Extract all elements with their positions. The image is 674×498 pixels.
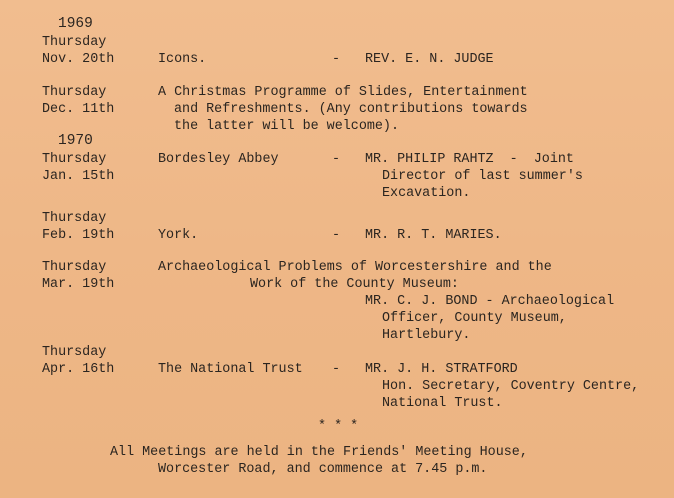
- meeting-date: Mar. 19th: [42, 277, 115, 292]
- meeting-dash: -: [332, 52, 341, 67]
- meeting-day: Thursday: [42, 152, 107, 167]
- footer-line: Worcester Road, and commence at 7.45 p.m.: [158, 462, 488, 477]
- meeting-speaker-line: Excavation.: [382, 186, 471, 201]
- meeting-dash: -: [332, 228, 341, 243]
- meeting-topic: The National Trust: [158, 362, 303, 377]
- meeting-day: Thursday: [42, 35, 107, 50]
- meeting-speaker-line: MR. PHILIP RAHTZ - Joint: [365, 152, 574, 167]
- meeting-day: Thursday: [42, 345, 107, 360]
- meeting-speaker-line: Officer, County Museum,: [382, 311, 567, 326]
- meeting-speaker-line: Director of last summer's: [382, 169, 583, 184]
- meeting-topic-line: Work of the County Museum:: [250, 277, 459, 292]
- meeting-topic-line: A Christmas Programme of Slides, Entertainment: [158, 85, 528, 100]
- year-heading: 1970: [58, 133, 93, 149]
- meeting-date: Dec. 11th: [42, 102, 115, 117]
- meeting-speaker-line: MR. J. H. STRATFORD: [365, 362, 518, 377]
- meeting-topic-line: Archaeological Problems of Worcestershire and the: [158, 260, 552, 275]
- meeting-speaker-line: Hartlebury.: [382, 328, 471, 343]
- meeting-topic: York.: [158, 228, 199, 243]
- meeting-date: Apr. 16th: [42, 362, 115, 377]
- meeting-day: Thursday: [42, 85, 107, 100]
- meeting-dash: -: [332, 362, 341, 377]
- meeting-dash: -: [332, 152, 341, 167]
- meeting-day: Thursday: [42, 260, 107, 275]
- meeting-speaker-line: MR. C. J. BOND - Archaeological: [365, 294, 615, 309]
- meeting-date: Jan. 15th: [42, 169, 115, 184]
- meeting-speaker-line: National Trust.: [382, 396, 503, 411]
- meeting-date: Nov. 20th: [42, 52, 115, 67]
- meeting-date: Feb. 19th: [42, 228, 115, 243]
- year-heading: 1969: [58, 16, 93, 32]
- footer-line: All Meetings are held in the Friends' Meeting House,: [110, 445, 528, 460]
- meeting-topic: Icons.: [158, 52, 207, 67]
- meeting-topic-line: and Refreshments. (Any contributions towards: [174, 102, 528, 117]
- meeting-speaker: MR. R. T. MARIES.: [365, 228, 502, 243]
- meeting-topic: Bordesley Abbey: [158, 152, 279, 167]
- meeting-speaker: REV. E. N. JUDGE: [365, 52, 494, 67]
- meeting-day: Thursday: [42, 211, 107, 226]
- meeting-speaker-line: Hon. Secretary, Coventry Centre,: [382, 379, 640, 394]
- separator-asterisks: * * *: [318, 419, 359, 434]
- meeting-topic-line: the latter will be welcome).: [174, 119, 399, 134]
